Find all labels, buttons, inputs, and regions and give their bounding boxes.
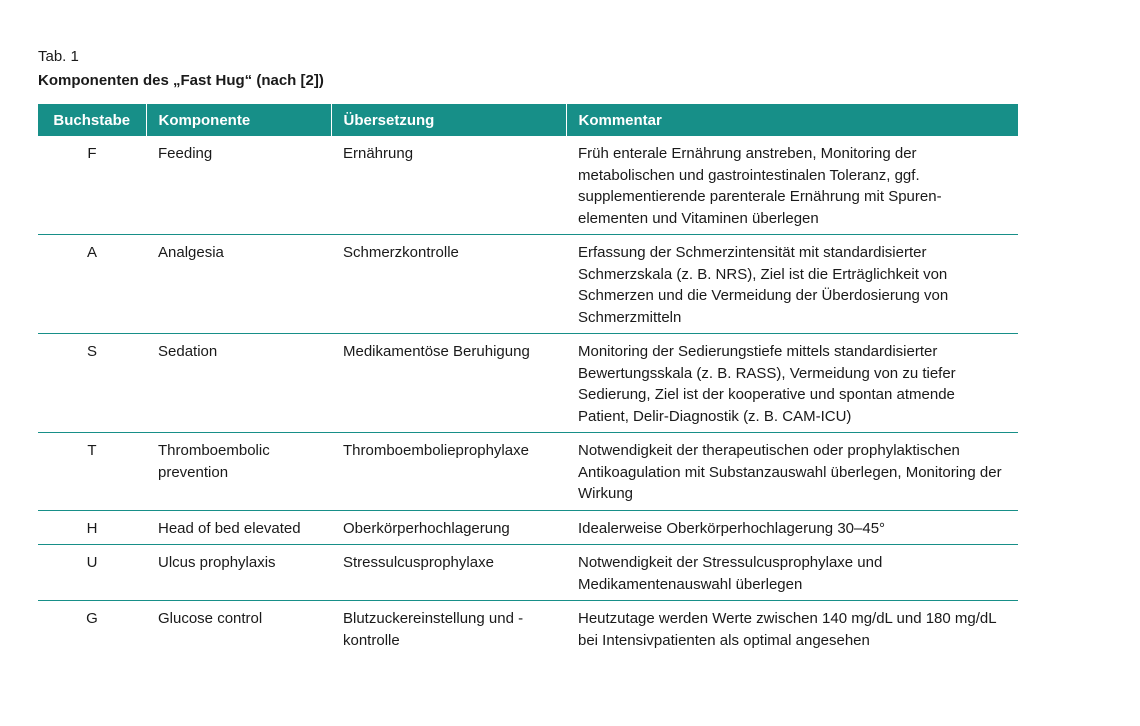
cell-letter: F [38,136,146,235]
table-header [38,104,1018,136]
header-row [38,104,1018,136]
cell-component: Analgesia [146,235,331,334]
cell-comment: Früh enterale Ernährung anstreben, Monitoring der metabolischen und gastrointestinalen Toleranz, ggf. supplementierende parenterale Ernährung mit Spurenelementen und Vitaminen überlegen [566,136,1018,235]
table-row [38,601,1018,657]
table-body [38,136,1018,656]
cell-component: Thromboembolic prevention [146,433,331,511]
cell-translation: Stressulcusprophylaxe [331,545,566,601]
cell-comment: Notwendigkeit der therapeutischen oder prophylaktischen Antikoagulation mit Substanzauswahl überlegen, Monitoring der Wirkung [566,433,1018,511]
fast-hug-table [38,104,1018,656]
cell-letter: A [38,235,146,334]
cell-component: Sedation [146,334,331,433]
cell-comment: Notwendigkeit der Stressulcusprophylaxe und Medikamentenauswahl überlegen [566,545,1018,601]
cell-translation: Blutzuckereinstellung und -kontrolle [343,610,524,649]
table-row [38,545,1018,601]
cell-translation: Medikamentöse Beruhigung [331,334,566,433]
table-number: Tab. 1 [38,48,79,65]
table-row [38,334,1018,433]
header-translation: Übersetzung [331,104,566,136]
cell-component: Glucose control [158,610,263,627]
cell-letter: U [38,545,146,601]
cell-letter: H [38,510,146,545]
cell-letter: G [86,610,98,627]
cell-component: Head of bed elevated [146,510,331,545]
table-row [38,136,1018,235]
header-letter: Buchstabe [38,104,146,136]
table-row [38,235,1018,334]
cell-comment: Heutzutage werden Werte zwischen 140 mg/dL und 180 mg/dL bei Intensivpatienten als optimal angesehen [578,610,997,649]
cell-translation: Schmerzkontrolle [331,235,566,334]
cell-translation: Oberkörperhochlagerung [331,510,566,545]
cell-comment: Monitoring der Sedierungstiefe mittels standardisierter Bewertungsskala (z. B. RASS), Vermeidung von zu tiefer Sedierung, Ziel ist der kooperative und spontan atmende Patient, Delir-Diagnostik (z. B. CAM-ICU) [566,334,1018,433]
cell-translation: Thromboembolieprophylaxe [331,433,566,511]
table-row [38,510,1018,545]
header-component: Komponente [146,104,331,136]
cell-comment: Idealerweise Oberkörperhochlagerung 30–45° [566,510,1018,545]
table-title: Komponenten des „Fast Hug“ (nach [2]) [38,72,324,89]
cell-component: Ulcus prophylaxis [146,545,331,601]
cell-translation: Ernährung [331,136,566,235]
cell-letter: T [38,433,146,511]
header-comment: Kommentar [566,104,1018,136]
cell-letter: S [38,334,146,433]
table-caption [38,46,324,92]
table-row [38,433,1018,511]
cell-comment: Erfassung der Schmerzintensität mit standardisierter Schmerzskala (z. B. NRS), Ziel ist die Erträglichkeit von Schmerzen und die Vermeidung der Überdosierung von Schmerzmitteln [566,235,1018,334]
cell-component: Feeding [146,136,331,235]
